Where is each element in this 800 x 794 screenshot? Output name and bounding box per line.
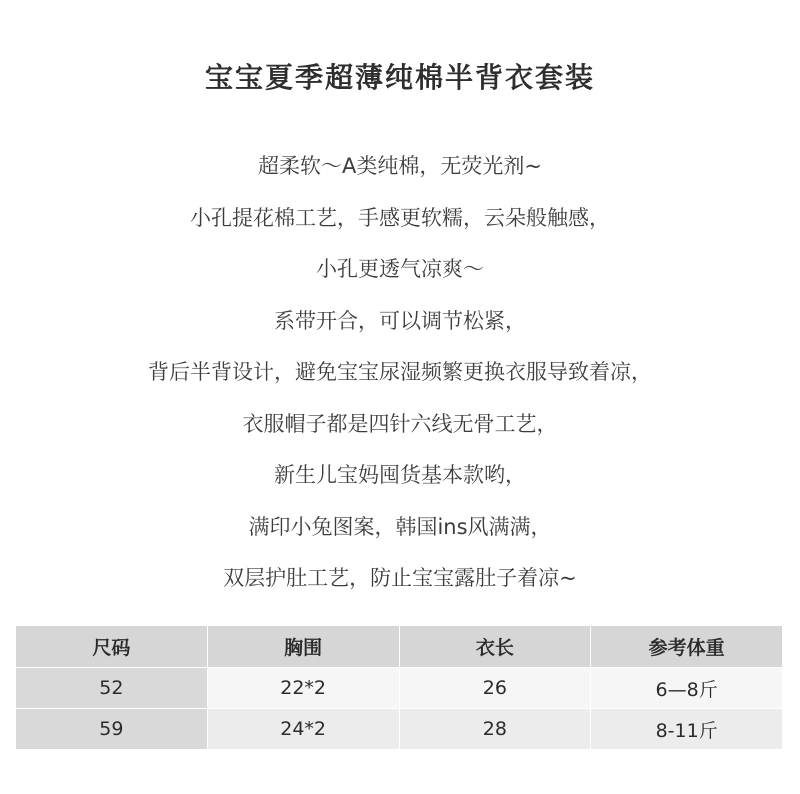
description-line: 新生儿宝妈囤货基本款哟， [274,463,526,487]
page-title: 宝宝夏季超薄纯棉半背衣套装 [204,61,595,94]
header-size: 尺码 [16,626,208,668]
cell-length: 26 [399,668,591,709]
description-line: 系带开合，可以调节松紧， [274,308,526,333]
cell-size: 59 [16,709,208,750]
size-table [15,625,783,750]
cell-chest: 24*2 [207,709,399,750]
cell-weight: 8-11斤 [591,709,783,750]
description-line: 满印小兔图案，韩国ins风满满， [248,514,552,539]
header-weight: 参考体重 [591,626,783,668]
table-row [16,668,783,709]
description-line: 小孔提花棉工艺，手感更软糯，云朵般触感， [190,205,610,230]
description-line: 双层护肚工艺，防止宝宝露肚子着凉~ [223,566,577,590]
description-line: 小孔更透气凉爽～ [316,257,484,281]
cell-weight: 6—8斤 [591,668,783,709]
cell-size: 52 [16,668,208,709]
cell-length: 28 [399,709,591,750]
description-list [0,146,800,610]
header-chest: 胸围 [207,626,399,668]
description-line: 背后半背设计，避免宝宝尿湿频繁更换衣服导致着凉， [148,360,652,384]
header-length: 衣长 [399,626,591,668]
table-header-row [16,626,783,668]
description-line: 超柔软～A类纯棉，无荧光剂~ [258,154,542,178]
description-line: 衣服帽子都是四针六线无骨工艺， [242,411,558,436]
cell-chest: 22*2 [207,668,399,709]
table-row [16,709,783,750]
